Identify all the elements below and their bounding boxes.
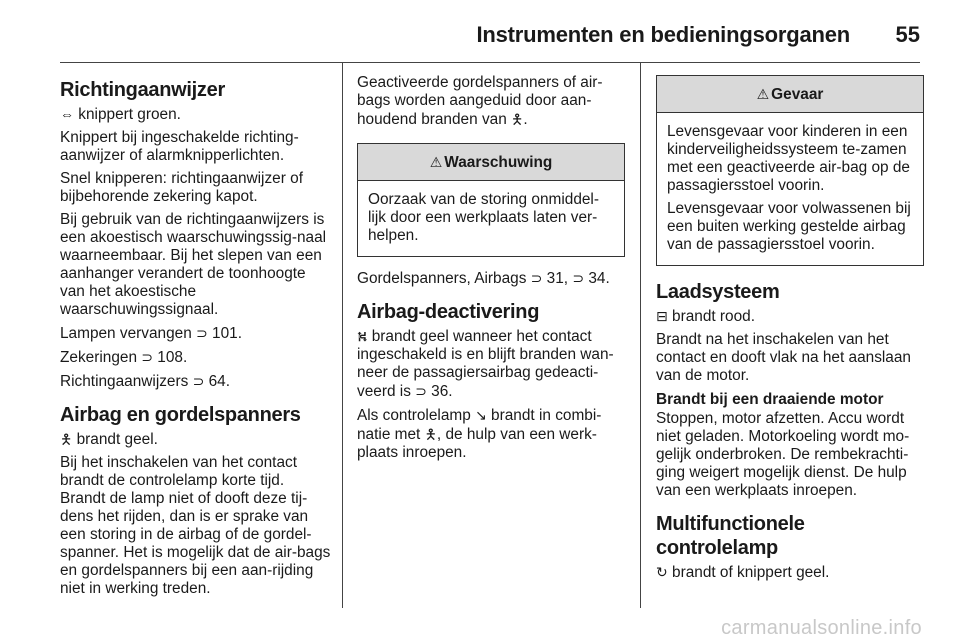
wrench-icon: ↘: [475, 407, 487, 423]
danger-box-body: [657, 113, 923, 265]
reference-arrow-icon: ⊃: [192, 373, 205, 389]
cross-reference: Gordelspanners, Airbags ⊃ 31, ⊃ 34.: [357, 270, 610, 287]
paragraph: Als controlelamp ↘ brandt in combi-natie met 🯅, de hulp van een werk-plaats inroepen.: [357, 407, 602, 461]
warning-box-header: ⚠ Waarschuwing: [358, 144, 624, 181]
section-heading-turn-signal: Richtingaanwijzer: [60, 79, 225, 101]
column-3: [656, 62, 924, 587]
column-divider: [342, 62, 343, 608]
reference-arrow-icon: ⊃: [572, 270, 585, 286]
airbag-icon: 🯅: [424, 426, 437, 442]
warning-box: [357, 143, 625, 257]
danger-text: Levensgevaar voor kinderen in een kinderveiligheidssysteem te-zamen met een geactiveerde air-bag op de passagiersstoel voorin.: [667, 123, 910, 194]
reference-arrow-icon: ⊃: [415, 383, 427, 399]
engine-lamp-icon: ↻: [656, 564, 668, 580]
section-heading-malfunction-lamp: Multifunctionele controlelamp: [656, 513, 805, 559]
turn-signal-status: ⇔ knippert groen.: [60, 106, 181, 123]
reference-arrow-icon: ⊃: [196, 325, 208, 341]
paragraph: Knippert bij ingeschakelde richting-aanwijzer of alarmknipperlichten.: [60, 129, 299, 164]
warning-box-body: [358, 181, 624, 256]
page-title: Instrumenten en bedieningsorganen: [476, 22, 850, 47]
column-2: [357, 62, 625, 467]
paragraph: Brandt na het inschakelen van het contact en dooft vlak na het aanslaan van de motor.: [656, 331, 911, 384]
paragraph: Snel knipperen: richtingaanwijzer of bijbehorende zekering kapot.: [60, 170, 303, 205]
battery-icon: ⊟: [656, 308, 668, 324]
column-1: [60, 62, 332, 603]
warning-text: Oorzaak van de storing onmiddel-lijk door een werkplaats laten ver-helpen.: [368, 191, 599, 244]
danger-box: [656, 75, 924, 266]
page-header: [60, 20, 920, 63]
warning-triangle-icon: ⚠: [429, 154, 443, 170]
section-heading-airbag-deactivation: Airbag-deactivering: [357, 301, 540, 323]
charging-status: ⊟ brandt rood.: [656, 308, 756, 325]
cross-reference: Zekeringen ⊃ 108.: [60, 349, 188, 366]
column-divider: [640, 62, 641, 608]
paragraph: Geactiveerde gordelspanners of air-bags worden aangeduid door aan-houdend branden van 🯅.: [357, 74, 603, 128]
airbag-icon: 🯅: [60, 431, 73, 447]
reference-arrow-icon: ⊃: [141, 349, 154, 365]
section-heading-charging: Laadsysteem: [656, 281, 780, 303]
subheading-engine-running: Brandt bij een draaiende motor: [656, 391, 884, 408]
airbag-off-status: ⛕ brandt geel wanneer het contact ingeschakeld is en blijft branden wan-neer de passagiersairbag gedeacti-veerd is ⊃ 36.: [357, 328, 614, 400]
paragraph: Stoppen, motor afzetten. Accu wordt niet geladen. Motorkoeling wordt mo-gelijk onderbroken. De rembekrachti-ging weigert mogelijk dienst. De hulp van een werkplaats inroepen.: [656, 410, 910, 499]
airbag-status: 🯅 brandt geel.: [60, 431, 158, 448]
warning-triangle-icon: ⚠: [756, 86, 770, 102]
reference-arrow-icon: ⊃: [530, 270, 543, 286]
cross-reference: Richtingaanwijzers ⊃ 64.: [60, 373, 230, 390]
airbag-off-icon: ⛕: [357, 328, 368, 344]
danger-box-header: ⚠ Gevaar: [657, 76, 923, 113]
malfunction-status: ↻ brandt of knippert geel.: [656, 564, 830, 581]
page-number: 55: [895, 22, 920, 47]
danger-text: Levensgevaar voor volwassenen bij een buiten werking gestelde airbag van de passagiersstoel voorin.: [667, 200, 911, 253]
paragraph: Bij gebruik van de richtingaanwijzers is een akoestisch waarschuwingssig-naal waarneembaar. Bij het slepen van een aanhanger verandert de toonhoogte van het akoestische waarschuwingssignaal.: [60, 211, 327, 318]
airbag-icon: 🯅: [511, 111, 524, 127]
watermark: carmanualsonline.info: [721, 617, 922, 639]
paragraph: Bij het inschakelen van het contact brandt de controlelamp korte tijd. Brandt de lamp niet of dooft deze tij-dens het rijden, dan is er sprake van een storing in de airbag of de gordel-spanner. Het is mogelijk dat de air-bags en gordelspanners bij een aan-rijding niet in werking treden.: [60, 454, 331, 597]
turn-signal-icon: ⇔: [60, 106, 74, 122]
section-heading-airbag: Airbag en gordelspanners: [60, 404, 301, 426]
cross-reference: Lampen vervangen ⊃ 101.: [60, 325, 243, 342]
